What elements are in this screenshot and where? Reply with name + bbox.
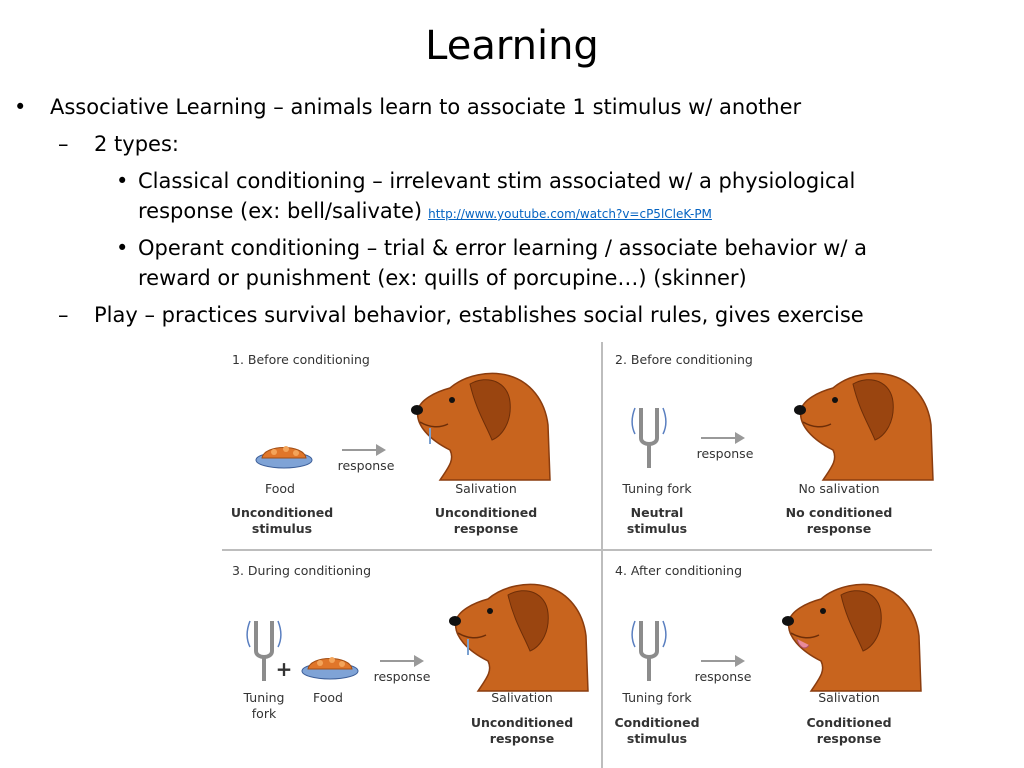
classical-text-line2 [138,196,712,229]
dog-icon [793,370,935,482]
arrow-icon [701,655,747,669]
panel-title: 3. During conditioning [232,563,372,578]
panel-title: 1. Before conditioning [232,352,370,367]
neutral-stimulus-label: Neutral stimulus [626,505,688,536]
conditioned-stimulus-label: Conditioned stimulus [614,715,700,746]
classical-text-line2-label: response (ex: bell/salivate) [138,199,423,223]
food-bowl-icon [254,438,314,470]
response-label: response [373,669,431,684]
operant-text-line1: Operant conditioning – trial & error learning / associate behavior w/ a [138,236,867,260]
dash-marker: – [58,132,69,156]
unconditioned-response-label: Unconditioned response [470,715,574,746]
response-label: response [696,446,754,461]
play-text: Play – practices survival behavior, establishes social rules, gives exercise [94,303,864,327]
panel-title: 2. Before conditioning [615,352,753,367]
slide-title: Learning [425,23,599,69]
response-label: response [694,669,752,684]
arrow-icon [701,432,747,446]
tuning-fork-caption: Tuning fork [243,690,285,721]
unconditioned-stimulus-label: Unconditioned stimulus [230,505,334,536]
panel-after-conditioning [605,553,960,766]
classical-text-line1: Classical conditioning – irrelevant stim associated w/ a physiological [138,169,856,193]
dog-salivating-icon [781,581,923,693]
tuning-fork-icon [635,404,665,470]
plus-sign: + [275,657,293,681]
panel-before-conditioning-1 [222,342,577,555]
arrow-icon [380,655,426,669]
tuning-fork-caption: Tuning fork [622,481,692,496]
no-salivation-caption: No salivation [798,481,880,496]
conditioning-figure [222,342,932,768]
unconditioned-response-label: Unconditioned response [434,505,538,536]
panel-title: 4. After conditioning [615,563,743,578]
play-dash-marker: – [58,303,69,327]
food-caption: Food [313,690,343,705]
dog-salivating-icon [448,581,590,693]
tuning-fork-caption: Tuning fork [622,690,692,705]
salivation-caption: Salivation [455,481,517,496]
conditioned-response-label: Conditioned response [806,715,892,746]
bullet-marker: • [14,95,27,119]
youtube-link[interactable]: http://www.youtube.com/watch?v=cP5lCleK-PM [428,207,712,221]
operant-text-line2: reward or punishment (ex: quills of porcupine…) (skinner) [138,266,747,290]
types-text: 2 types: [94,132,179,156]
arrow-icon [342,444,388,458]
figure-divider-vertical [601,342,603,768]
salivation-caption: Salivation [491,690,553,705]
salivation-caption: Salivation [818,690,880,705]
tuning-fork-icon [635,617,665,683]
panel-before-conditioning-2 [605,342,960,555]
operant-bullet-marker: • [116,236,129,260]
associative-learning-text: Associative Learning – animals learn to associate 1 stimulus w/ another [50,95,802,119]
dog-salivating-icon [410,370,552,482]
food-caption: Food [265,481,295,496]
response-label: response [337,458,395,473]
no-conditioned-response-label: No conditioned response [785,505,893,536]
panel-during-conditioning [222,553,577,766]
food-bowl-icon [300,649,360,681]
classical-bullet-marker: • [116,169,129,193]
